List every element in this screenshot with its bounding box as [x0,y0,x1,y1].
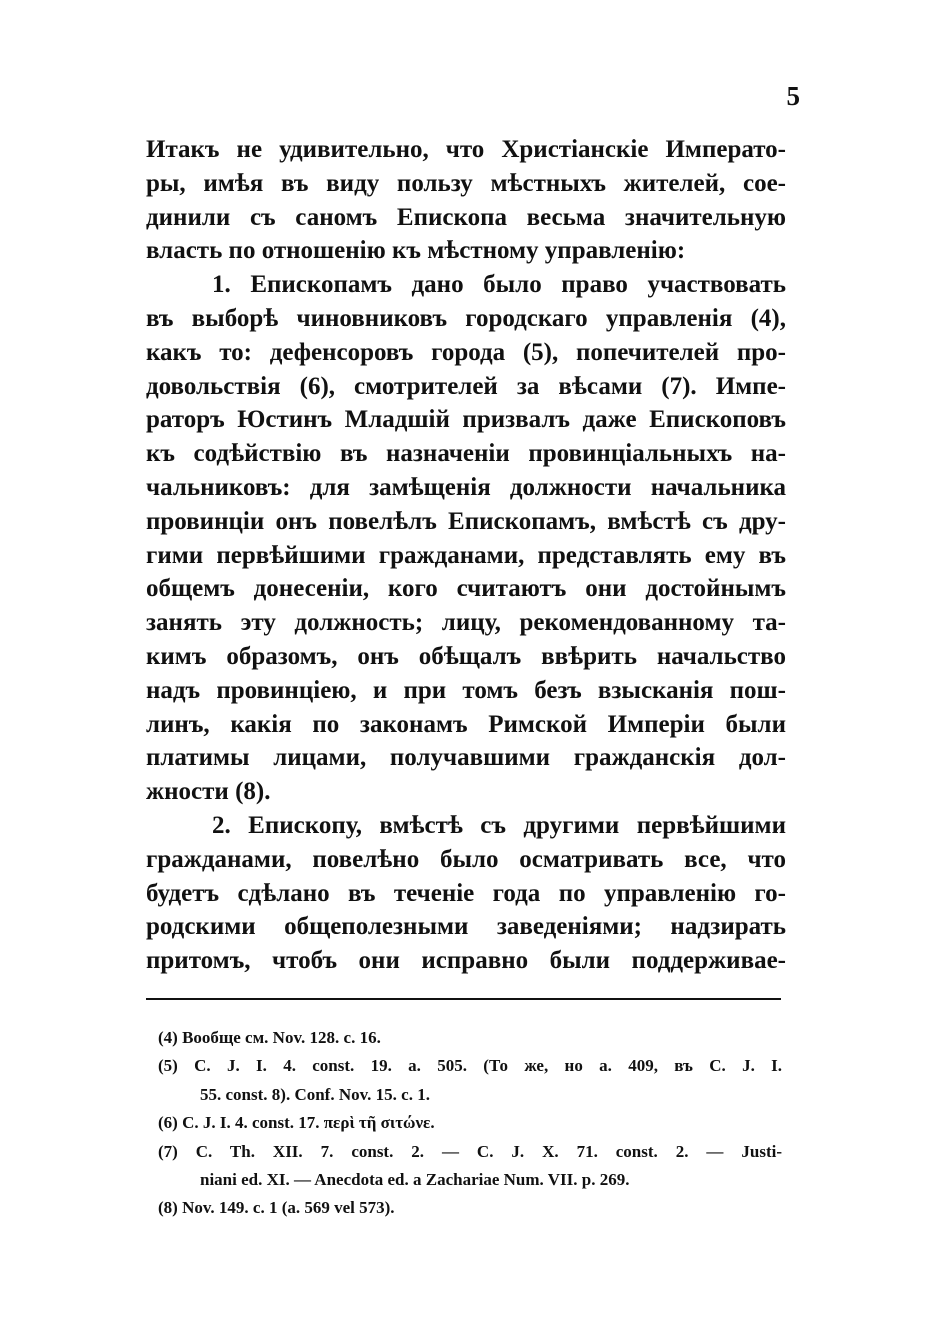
text-line: гражданами, повелѣно было осматривать все, что [146,845,786,873]
footnote-7: (7) C. Th. XII. 7. const. 2. — C. J. X. 71. const. 2. — Justi- [158,1141,782,1161]
footnote-8: (8) Nov. 149. c. 1 (a. 569 vel 573). [158,1198,395,1218]
footnote-5: (5) C. J. I. 4. const. 19. a. 505. (То же, но a. 409, въ C. J. I. [158,1056,782,1076]
main-text [146,133,786,978]
text-line: надъ провинціею, и при томъ безъ взысканія пош- [146,676,786,704]
text-line: гими первѣйшими гражданами, представлять ему въ [146,541,786,569]
text-line: будетъ сдѣлано въ теченіе года по управленію го- [146,879,786,907]
footnote-5-continuation: 55. const. 8). Conf. Nov. 15. c. 1. [200,1084,430,1104]
text-line: провинціи онъ повелѣлъ Епископамъ, вмѣстѣ съ дру- [146,507,786,535]
text-line: динили съ саномъ Епископа весьма значительную [146,203,786,231]
page-number: 5 [786,81,800,111]
text-line: власть по отношенію къ мѣстному управленію: [146,237,686,265]
text-line: раторъ Юстинъ Младшій призвалъ даже Епископовъ [146,406,786,434]
text-line: кимъ образомъ, онъ обѣщалъ ввѣрить начальство [146,642,786,670]
text-line: въ выборѣ чиновниковъ городскаго управленія (4), [146,304,786,332]
text-line: довольствія (6), смотрителей за вѣсами (7). Импе- [146,372,786,400]
text-line: занять эту должность; лицу, рекомендованному та- [146,609,786,637]
footnote-divider [146,998,781,1000]
footnote-4: (4) Вообще см. Nov. 128. c. 16. [158,1028,381,1047]
text-line: чальниковъ: для замѣщенія должности начальника [146,473,786,501]
text-line: родскими общеполезными заведеніями; надзирать [146,913,786,941]
text-line: жности (8). [146,778,271,806]
paragraph-1-start: 1. Епископамъ дано было право участвовать [212,271,786,299]
text-line: линъ, какія по законамъ Римской Имперіи были [146,710,786,738]
text-line: притомъ, чтобъ они исправно были поддерживае- [146,947,786,975]
text-line: какъ то: дефенсоровъ города (5), попечителей про- [146,338,786,366]
footnotes [158,1024,782,1223]
text-line: ры, имѣя въ виду пользу мѣстныхъ жителей, сое- [146,169,786,197]
text-line: Итакъ не удивительно, что Христіанскіе Императо- [146,136,786,163]
text-line: общемъ донесеніи, кого считаютъ они достойнымъ [146,575,786,603]
text-line: платимы лицами, получавшими гражданскія дол- [146,744,786,772]
paragraph-2-start: 2. Епископу, вмѣстѣ съ другими первѣйшими [212,811,786,839]
footnote-7-continuation: niani ed. XI. — Anecdota ed. a Zachariae Num. VII. p. 269. [200,1169,630,1189]
footnote-6: (6) C. J. I. 4. const. 17. περὶ τῆ σιτώνε. [158,1113,435,1133]
text-line: къ содѣйствію въ назначеніи провинціальныхъ на- [146,440,786,468]
